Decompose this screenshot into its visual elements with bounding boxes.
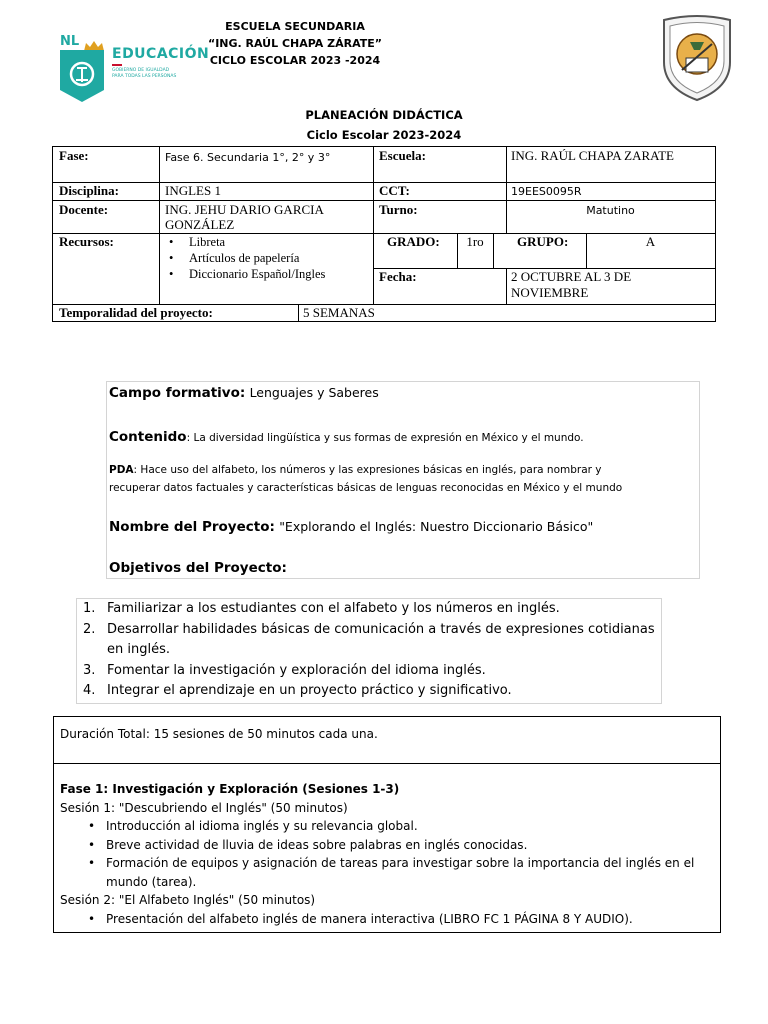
campo-value: Lenguajes y Saberes bbox=[249, 385, 379, 400]
grupo-label: GRUPO: bbox=[517, 234, 569, 249]
list-item bbox=[77, 599, 661, 620]
list-number: 4. bbox=[83, 683, 96, 698]
fecha-value-line2: NOVIEMBRE bbox=[511, 285, 589, 300]
sesion2-title: Sesión 2: "El Alfabeto Inglés" (50 minutos) bbox=[60, 893, 316, 907]
fecha-label: Fecha: bbox=[379, 269, 417, 284]
pda-row bbox=[109, 464, 602, 476]
temporalidad-value: 5 SEMANAS bbox=[303, 305, 375, 320]
nl-badge-icon bbox=[60, 50, 104, 106]
school-cycle-line: CICLO ESCOLAR 2023 -2024 bbox=[209, 54, 381, 67]
list-text-cont: mundo (tarea). bbox=[106, 874, 197, 889]
list-item bbox=[77, 661, 661, 682]
brand-tagline-1: GOBIERNO DE IGUALDAD bbox=[112, 68, 170, 73]
contenido-label: Contenido bbox=[109, 429, 187, 445]
document-title: PLANEACIÓN DIDÁCTICA bbox=[305, 108, 463, 122]
duracion-content bbox=[60, 780, 716, 928]
cct-value: 19EES0095R bbox=[511, 185, 582, 198]
educacion-brand: EDUCACIÓN bbox=[112, 46, 210, 62]
duracion-total: Duración Total: 15 sesiones de 50 minutos cada una. bbox=[60, 727, 378, 741]
list-item bbox=[77, 681, 661, 702]
recursos-label: Recursos: bbox=[59, 234, 114, 249]
list-text: Integrar el aprendizaje en un proyecto práctico y significativo. bbox=[107, 683, 512, 698]
list-number: 2. bbox=[83, 621, 96, 637]
list-text: Formación de equipos y asignación de tareas para investigar sobre la importancia del inglés en el bbox=[106, 856, 695, 870]
list-item: • Breve actividad de lluvia de ideas sobre palabras en inglés conocidas. bbox=[60, 836, 716, 855]
brand-underline bbox=[112, 64, 122, 66]
fecha-value-line1: 2 OCTUBRE AL 3 DE bbox=[511, 269, 632, 284]
pda-line1: : Hace uso del alfabeto, los números y las expresiones básicas en inglés, para nombrar y bbox=[133, 464, 602, 476]
objetivos-list bbox=[77, 599, 661, 702]
contenido-row bbox=[109, 426, 584, 445]
campo-label: Campo formativo: bbox=[109, 385, 246, 401]
school-shield-logo bbox=[660, 14, 734, 102]
school-name-line1: ESCUELA SECUNDARIA bbox=[225, 20, 365, 33]
grado-value: 1ro bbox=[466, 234, 484, 249]
nl-logo-text: NL bbox=[60, 34, 80, 49]
proyecto-label: Nombre del Proyecto: bbox=[109, 519, 275, 535]
proyecto-value: "Explorando el Inglés: Nuestro Diccionario Básico" bbox=[279, 519, 594, 534]
list-item: • Libreta bbox=[165, 234, 325, 250]
fase-label: Fase: bbox=[59, 148, 89, 163]
nl-educacion-logo bbox=[60, 34, 210, 104]
list-text: Desarrollar habilidades básicas de comunicación a través de expresiones cotidianas bbox=[107, 621, 655, 637]
pda-label: PDA bbox=[109, 464, 134, 476]
list-item: • Introducción al idioma inglés y su relevancia global. bbox=[60, 817, 716, 836]
list-item: • Artículos de papelería bbox=[165, 250, 325, 266]
fase1-title: Fase 1: Investigación y Exploración (Sesiones 1-3) bbox=[60, 782, 400, 796]
sesion1-title: Sesión 1: "Descubriendo el Inglés" (50 minutos) bbox=[60, 800, 348, 815]
list-text-cont: en inglés. bbox=[107, 642, 170, 657]
recursos-list bbox=[165, 234, 325, 282]
list-item bbox=[77, 620, 661, 661]
sesion1-list bbox=[60, 817, 716, 891]
grupo-value: A bbox=[645, 234, 656, 249]
escuela-value: ING. RAÚL CHAPA ZARATE bbox=[511, 148, 674, 163]
info-table bbox=[52, 146, 716, 322]
docente-value-line1: ING. JEHU DARIO GARCIA bbox=[165, 202, 324, 217]
divider bbox=[54, 763, 720, 764]
document-subtitle: Ciclo Escolar 2023-2024 bbox=[306, 128, 462, 142]
docente-value-line2: GONZÁLEZ bbox=[165, 217, 235, 232]
temporalidad-label: Temporalidad del proyecto: bbox=[59, 305, 213, 320]
list-text: Fomentar la investigación y exploración del idioma inglés. bbox=[107, 662, 486, 678]
campo-formativo-box bbox=[106, 381, 700, 579]
grado-label: GRADO: bbox=[387, 234, 440, 249]
disciplina-value: INGLES 1 bbox=[165, 183, 221, 198]
disciplina-label: Disciplina: bbox=[59, 183, 119, 198]
escuela-label: Escuela: bbox=[379, 148, 426, 163]
turno-value: Matutino bbox=[586, 204, 635, 217]
brand-tagline-2: PARA TODAS LAS PERSONAS bbox=[112, 74, 177, 79]
list-text: Familiarizar a los estudiantes con el alfabeto y los números en inglés. bbox=[107, 601, 560, 616]
duracion-box bbox=[53, 716, 721, 933]
proyecto-row bbox=[109, 519, 593, 535]
sesion2-list bbox=[60, 910, 716, 929]
fase-value: Fase 6. Secundaria 1°, 2° y 3° bbox=[165, 151, 331, 164]
list-number: 1. bbox=[83, 601, 96, 616]
turno-label: Turno: bbox=[379, 202, 418, 217]
campo-row bbox=[109, 385, 379, 401]
list-item bbox=[60, 854, 716, 891]
list-item: • Diccionario Español/Ingles bbox=[165, 266, 325, 282]
cct-label: CCT: bbox=[379, 183, 410, 198]
list-item: • Presentación del alfabeto inglés de manera interactiva (LIBRO FC 1 PÁGINA 8 Y AUDIO). bbox=[60, 910, 716, 929]
docente-label: Docente: bbox=[59, 202, 109, 217]
list-number: 3. bbox=[83, 662, 96, 678]
pda-line2: recuperar datos factuales y características básicas de lenguas reconocidas en México y el mundo bbox=[109, 482, 623, 494]
contenido-value: : La diversidad lingüística y sus formas de expresión en México y el mundo. bbox=[186, 432, 584, 444]
school-name-line2: “ING. RAÚL CHAPA ZÁRATE” bbox=[207, 37, 383, 50]
objetivos-box bbox=[76, 598, 662, 704]
objetivos-label: Objetivos del Proyecto: bbox=[109, 560, 287, 576]
